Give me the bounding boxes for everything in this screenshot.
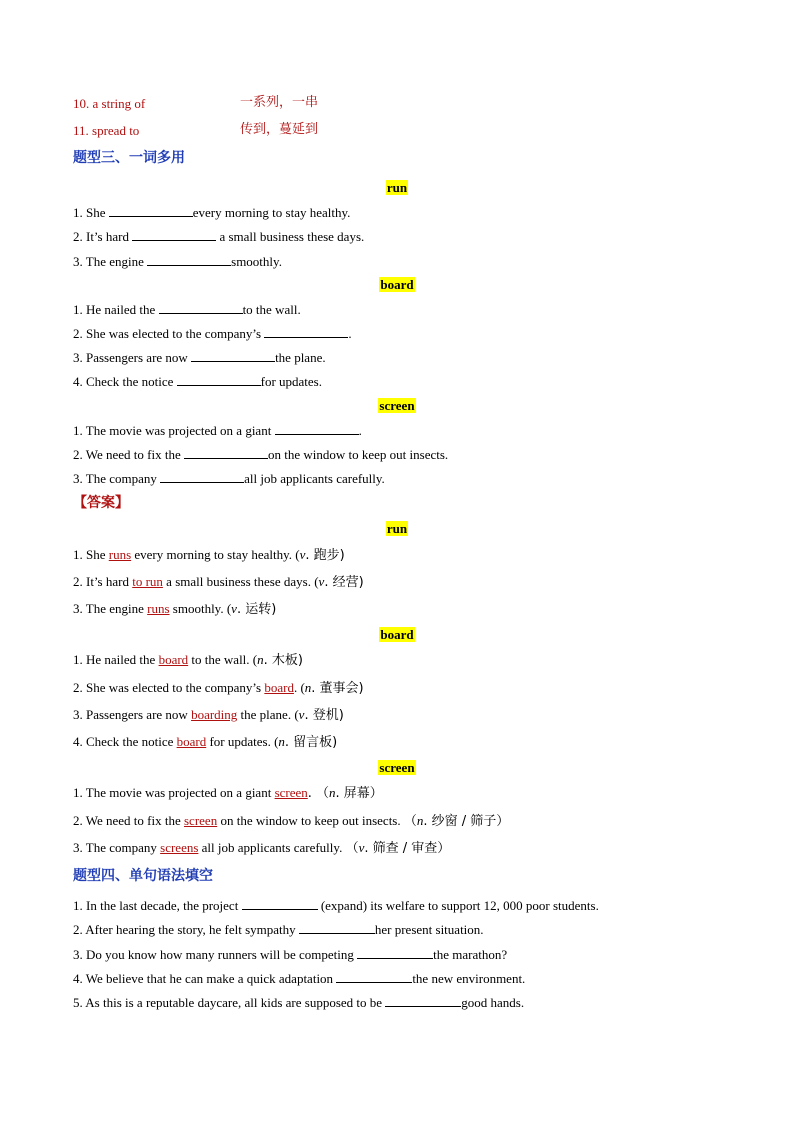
answer-blank[interactable] bbox=[159, 301, 243, 314]
section-title: 题型三、一词多用 bbox=[73, 150, 185, 166]
word-heading: screen bbox=[379, 398, 415, 413]
answer-item: 2. It’s hard to run a small business these days. (v. 经营) bbox=[73, 574, 364, 590]
word-heading: screen bbox=[379, 760, 415, 775]
answer-blank[interactable] bbox=[357, 946, 433, 959]
answer-item: 3. Passengers are now boarding the plane. (v. 登机) bbox=[73, 707, 344, 723]
exercise-item: 1. He nailed the to the wall. bbox=[73, 302, 301, 317]
exercise-item: 2. It’s hard a small business these days. bbox=[73, 229, 365, 244]
answer-blank[interactable] bbox=[177, 373, 261, 386]
answer-item: 2. She was elected to the company’s board. (n. 董事会) bbox=[73, 680, 364, 696]
exercise-item: 1. The movie was projected on a giant . bbox=[73, 423, 362, 438]
answer-blank[interactable] bbox=[147, 253, 231, 266]
phrase-zh: 一系列，一串 bbox=[240, 95, 319, 110]
exercise-item: 3. Passengers are now the plane. bbox=[73, 350, 326, 365]
answer-item: 1. The movie was projected on a giant screen. （n. 屏幕） bbox=[73, 785, 383, 801]
exercise-item: 3. The engine smoothly. bbox=[73, 254, 282, 269]
answer-label: 【答案】 bbox=[73, 495, 129, 511]
answer-blank[interactable] bbox=[191, 349, 275, 362]
answer-blank[interactable] bbox=[264, 325, 348, 338]
grammar-item: 4. We believe that he can make a quick adaptation the new environment. bbox=[73, 971, 526, 986]
answer-blank[interactable] bbox=[184, 446, 268, 459]
exercise-item: 2. We need to fix the on the window to keep out insects. bbox=[73, 447, 449, 462]
answer-blank[interactable] bbox=[242, 897, 318, 910]
phrase-zh: 传到，蔓延到 bbox=[240, 122, 319, 137]
answer-blank[interactable] bbox=[160, 470, 244, 483]
answer-blank[interactable] bbox=[385, 994, 461, 1007]
answer-blank[interactable] bbox=[132, 228, 216, 241]
grammar-item: 5. As this is a reputable daycare, all kids are supposed to be good hands. bbox=[73, 995, 525, 1010]
word-heading: run bbox=[386, 180, 408, 195]
word-heading: board bbox=[380, 277, 414, 292]
exercise-item: 2. She was elected to the company’s . bbox=[73, 326, 352, 341]
word-heading: run bbox=[386, 521, 408, 536]
answer-item: 1. She runs every morning to stay healthy. (v. 跑步) bbox=[73, 547, 345, 563]
grammar-item: 3. Do you know how many runners will be competing the marathon? bbox=[73, 947, 508, 962]
exercise-item: 3. The company all job applicants carefully. bbox=[73, 471, 385, 486]
answer-blank[interactable] bbox=[275, 422, 359, 435]
exercise-item: 4. Check the notice for updates. bbox=[73, 374, 322, 389]
phrase-en: 11. spread to bbox=[73, 123, 140, 138]
answer-blank[interactable] bbox=[299, 921, 375, 934]
word-heading: board bbox=[380, 627, 414, 642]
phrase-en: 10. a string of bbox=[73, 96, 146, 111]
answer-item: 2. We need to fix the screen on the window to keep out insects. （n. 纱窗 / 筛子） bbox=[73, 813, 510, 829]
answer-item: 3. The company screens all job applicants carefully. （v. 筛查 / 审查） bbox=[73, 840, 451, 856]
answer-blank[interactable] bbox=[336, 970, 412, 983]
section-title: 题型四、单句语法填空 bbox=[73, 868, 213, 884]
exercise-item: 1. She every morning to stay healthy. bbox=[73, 205, 351, 220]
answer-item: 1. He nailed the board to the wall. (n. 木板) bbox=[73, 652, 303, 668]
grammar-item: 1. In the last decade, the project (expand) its welfare to support 12, 000 poor students. bbox=[73, 898, 599, 913]
answer-blank[interactable] bbox=[109, 204, 193, 217]
grammar-item: 2. After hearing the story, he felt sympathy her present situation. bbox=[73, 922, 484, 937]
answer-item: 4. Check the notice board for updates. (n. 留言板) bbox=[73, 734, 338, 750]
answer-item: 3. The engine runs smoothly. (v. 运转) bbox=[73, 601, 277, 617]
